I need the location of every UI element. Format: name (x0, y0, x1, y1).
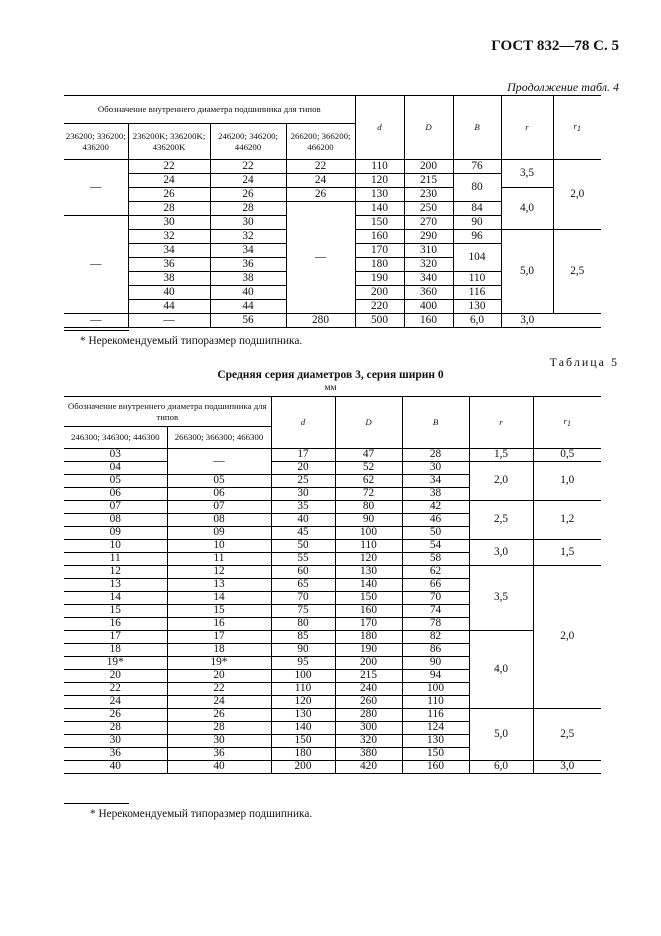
table-cell: 40 (128, 286, 210, 300)
table-cell: — (64, 160, 128, 216)
col-B: B (402, 397, 469, 449)
table-cell: 280 (335, 709, 402, 722)
table-cell: 400 (404, 300, 453, 314)
table-continuation-note: Продолжение табл. 4 (507, 80, 619, 94)
table-cell: 24 (286, 174, 355, 188)
table-cell: 17 (64, 631, 167, 644)
table-cell: 28 (64, 722, 167, 735)
table-cell: 09 (167, 527, 271, 540)
table-cell: 20 (167, 670, 271, 683)
table-cell: 3,0 (469, 540, 533, 566)
designation-header: Обозначение внутреннего диаметра подшипника для типов (64, 397, 271, 427)
table-cell: 56 (210, 314, 286, 328)
table-cell: 13 (167, 579, 271, 592)
table-cell: — (286, 202, 355, 314)
table-cell: 160 (355, 230, 404, 244)
table-cell: 0,5 (533, 449, 601, 462)
table-cell: 16 (64, 618, 167, 631)
table-cell: 03 (64, 449, 167, 462)
table-cell: 2,5 (469, 501, 533, 540)
col-r1: r1 (553, 96, 601, 160)
table-cell: 180 (271, 748, 335, 761)
table-cell: 34 (128, 244, 210, 258)
table-cell: 14 (64, 592, 167, 605)
table-cell: 5,0 (469, 709, 533, 761)
col-D: D (335, 397, 402, 449)
table-cell: 250 (404, 202, 453, 216)
table-cell: — (64, 216, 128, 314)
table-cell: 38 (128, 272, 210, 286)
table-cell: 28 (402, 449, 469, 462)
table-cell: 22 (286, 160, 355, 174)
type-group-1: 246300; 346300; 446300 (64, 427, 167, 449)
table-cell: 04 (64, 462, 167, 475)
table-cell: 80 (335, 501, 402, 514)
table-cell: 120 (355, 174, 404, 188)
table-cell: 190 (335, 644, 402, 657)
table-cell: 4,0 (469, 631, 533, 709)
table-cell: 17 (271, 449, 335, 462)
table-cell: 15 (64, 605, 167, 618)
type-group-4: 266200; 366200; 466200 (286, 124, 355, 160)
table-cell: 11 (167, 553, 271, 566)
table-cell: — (128, 314, 210, 328)
table-cell: 22 (64, 683, 167, 696)
table-cell: 26 (210, 188, 286, 202)
table-cell: 70 (271, 592, 335, 605)
table-cell: 110 (453, 272, 501, 286)
table-cell: 110 (271, 683, 335, 696)
table-cell: 215 (335, 670, 402, 683)
table-cell: 34 (210, 244, 286, 258)
table-cell: 380 (335, 748, 402, 761)
table-number: Таблица 5 (549, 355, 619, 369)
table-cell: 124 (402, 722, 469, 735)
footnote: * Нерекомендуемый типоразмер подшипника. (90, 808, 313, 820)
table-cell: 310 (404, 244, 453, 258)
table-cell: 150 (335, 592, 402, 605)
table-cell: 38 (210, 272, 286, 286)
table-cell: 6,0 (469, 761, 533, 774)
table-cell: 94 (402, 670, 469, 683)
table-cell: 07 (64, 501, 167, 514)
table-cell: 200 (335, 657, 402, 670)
table-cell: 80 (453, 174, 501, 202)
table-cell: 82 (402, 631, 469, 644)
table-cell: — (167, 449, 271, 475)
table-cell: 140 (271, 722, 335, 735)
table-cell: 230 (404, 188, 453, 202)
table-cell: 36 (167, 748, 271, 761)
table-cell: 30 (128, 216, 210, 230)
table-cell: 09 (64, 527, 167, 540)
table-cell: 30 (271, 488, 335, 501)
table-cell: 08 (167, 514, 271, 527)
table-cell: 4,0 (501, 188, 553, 230)
table-cell: 86 (402, 644, 469, 657)
table-unit: мм (324, 383, 337, 393)
designation-header: Обозначение внутреннего диаметра подшипника для типов (64, 96, 355, 124)
footnote: * Нерекомендуемый типоразмер подшипника. (80, 335, 303, 347)
col-r: r (501, 96, 553, 160)
table-cell: 80 (271, 618, 335, 631)
table-cell: 96 (453, 230, 501, 244)
table-cell: 200 (404, 160, 453, 174)
table-cell: 06 (167, 488, 271, 501)
table-cell: 10 (64, 540, 167, 553)
table-cell: 47 (335, 449, 402, 462)
table-cell: 120 (271, 696, 335, 709)
table-cell: 320 (404, 258, 453, 272)
table-cell: 100 (271, 670, 335, 683)
col-B: B (453, 96, 501, 160)
table-cell: 06 (64, 488, 167, 501)
table-cell: 16 (167, 618, 271, 631)
type-group-1: 236200; 336200; 436200 (64, 124, 128, 160)
table-cell: 170 (355, 244, 404, 258)
table-cell: 13 (64, 579, 167, 592)
table-cell: 22 (210, 160, 286, 174)
table-cell: 58 (402, 553, 469, 566)
table-cell: 84 (453, 202, 501, 216)
table-5 (64, 396, 601, 774)
table-cell: 130 (453, 300, 501, 314)
table-cell: 150 (355, 216, 404, 230)
table-cell: 45 (271, 527, 335, 540)
table-cell: 12 (64, 566, 167, 579)
type-group-2: 266300; 366300; 466300 (167, 427, 271, 449)
table-cell: 76 (453, 160, 501, 174)
table-cell: 50 (271, 540, 335, 553)
table-cell: 19* (64, 657, 167, 670)
table-cell: 36 (128, 258, 210, 272)
table-cell: 32 (128, 230, 210, 244)
table-cell: 320 (335, 735, 402, 748)
table-cell: 30 (402, 462, 469, 475)
table-cell: 15 (167, 605, 271, 618)
table-cell: 180 (355, 258, 404, 272)
table-cell: 24 (64, 696, 167, 709)
table-cell: 100 (335, 527, 402, 540)
table-cell: 35 (271, 501, 335, 514)
table-cell: 36 (64, 748, 167, 761)
table-cell: 36 (210, 258, 286, 272)
table-cell: 90 (271, 644, 335, 657)
table-cell: 2,5 (533, 709, 601, 761)
table-cell: 90 (453, 216, 501, 230)
table-cell: 44 (128, 300, 210, 314)
table-cell: 85 (271, 631, 335, 644)
table-cell: 30 (167, 735, 271, 748)
table-cell: 420 (335, 761, 402, 774)
table-cell: 05 (64, 475, 167, 488)
table-cell: 60 (271, 566, 335, 579)
table-cell: 160 (404, 314, 453, 328)
table-cell: 30 (64, 735, 167, 748)
table-cell: 260 (335, 696, 402, 709)
table-cell: 5,0 (501, 230, 553, 314)
table-cell: 90 (335, 514, 402, 527)
table-title: Средняя серия диаметров 3, серия ширин 0 (217, 369, 444, 381)
table-cell: 116 (453, 286, 501, 300)
table-cell: 130 (271, 709, 335, 722)
table-cell: 110 (355, 160, 404, 174)
col-d: d (271, 397, 335, 449)
table-cell: 26 (128, 188, 210, 202)
table-cell: 1,5 (533, 540, 601, 566)
table-cell: 170 (335, 618, 402, 631)
table-cell: — (64, 314, 128, 328)
table-cell: 78 (402, 618, 469, 631)
table-cell: 10 (167, 540, 271, 553)
table-cell: 200 (355, 286, 404, 300)
col-r: r (469, 397, 533, 449)
col-r1: r1 (533, 397, 601, 449)
table-cell: 215 (404, 174, 453, 188)
table-cell: 22 (128, 160, 210, 174)
table-cell: 2,5 (553, 230, 601, 314)
table-cell: 120 (335, 553, 402, 566)
table-cell: 110 (402, 696, 469, 709)
table-cell: 52 (335, 462, 402, 475)
table-cell: 40 (64, 761, 167, 774)
table-cell: 42 (402, 501, 469, 514)
table-cell: 1,0 (533, 462, 601, 501)
table-cell: 65 (271, 579, 335, 592)
table-cell: 160 (402, 761, 469, 774)
type-group-3: 246200; 346200; 446200 (210, 124, 286, 160)
table-cell: 24 (210, 174, 286, 188)
table-cell: 150 (402, 748, 469, 761)
table-cell: 24 (128, 174, 210, 188)
table-cell: 2,0 (469, 462, 533, 501)
table-cell: 300 (335, 722, 402, 735)
type-group-2: 236200K; 336200K; 436200K (128, 124, 210, 160)
footnote-rule (64, 330, 129, 331)
table-cell: 3,0 (501, 314, 553, 328)
table-cell: 100 (402, 683, 469, 696)
table-cell: 116 (402, 709, 469, 722)
table-cell: 3,0 (533, 761, 601, 774)
table-cell: 360 (404, 286, 453, 300)
footnote-rule (64, 803, 129, 804)
table-cell: 140 (355, 202, 404, 216)
table-cell: 1,5 (469, 449, 533, 462)
table-cell: 1,2 (533, 501, 601, 540)
table-cell: 280 (286, 314, 355, 328)
table-cell: 62 (402, 566, 469, 579)
table-cell: 180 (335, 631, 402, 644)
table-cell: 290 (404, 230, 453, 244)
table-cell: 50 (402, 527, 469, 540)
table-cell: 70 (402, 592, 469, 605)
table-4 (64, 95, 601, 328)
table-cell: 140 (335, 579, 402, 592)
table-cell: 75 (271, 605, 335, 618)
table-cell: 6,0 (453, 314, 501, 328)
table-cell: 14 (167, 592, 271, 605)
table-cell: 46 (402, 514, 469, 527)
page-header: ГОСТ 832—78 С. 5 (491, 38, 619, 54)
table-cell: 90 (402, 657, 469, 670)
table-cell: 74 (402, 605, 469, 618)
table-cell: 130 (335, 566, 402, 579)
table-cell: 38 (402, 488, 469, 501)
table-cell: 11 (64, 553, 167, 566)
table-cell: 19* (167, 657, 271, 670)
table-cell: 40 (167, 761, 271, 774)
table-cell: 12 (167, 566, 271, 579)
table-cell: 220 (355, 300, 404, 314)
table-cell: 18 (64, 644, 167, 657)
table-cell: 44 (210, 300, 286, 314)
table-cell: 3,5 (501, 160, 553, 188)
table-cell: 130 (355, 188, 404, 202)
table-cell: 54 (402, 540, 469, 553)
table-cell: 2,0 (553, 160, 601, 230)
table-cell: 2,0 (533, 566, 601, 709)
table-cell: 08 (64, 514, 167, 527)
table-cell: 130 (402, 735, 469, 748)
table-cell: 240 (335, 683, 402, 696)
table-cell: 28 (167, 722, 271, 735)
table-cell: 200 (271, 761, 335, 774)
table-cell: 110 (335, 540, 402, 553)
table-cell: 40 (210, 286, 286, 300)
table-cell: 95 (271, 657, 335, 670)
table-cell: 190 (355, 272, 404, 286)
table-cell: 07 (167, 501, 271, 514)
table-cell: 28 (210, 202, 286, 216)
table-cell: 66 (402, 579, 469, 592)
table-cell: 18 (167, 644, 271, 657)
table-cell: 30 (210, 216, 286, 230)
table-cell: 340 (404, 272, 453, 286)
table-cell: 22 (167, 683, 271, 696)
col-d: d (355, 96, 404, 160)
table-cell: 25 (271, 475, 335, 488)
table-cell: 55 (271, 553, 335, 566)
table-cell: 26 (64, 709, 167, 722)
table-cell: 40 (271, 514, 335, 527)
table-cell: 34 (402, 475, 469, 488)
table-cell: 17 (167, 631, 271, 644)
table-cell: 150 (271, 735, 335, 748)
table-cell: 05 (167, 475, 271, 488)
table-cell: 72 (335, 488, 402, 501)
table-cell: 20 (64, 670, 167, 683)
table-cell: 500 (355, 314, 404, 328)
table-cell: 104 (453, 244, 501, 272)
table-cell: 20 (271, 462, 335, 475)
table-cell: 24 (167, 696, 271, 709)
table-cell: 28 (128, 202, 210, 216)
table-cell: 3,5 (469, 566, 533, 631)
table-cell: 26 (286, 188, 355, 202)
table-cell: 62 (335, 475, 402, 488)
table-cell: 270 (404, 216, 453, 230)
table-cell: 160 (335, 605, 402, 618)
table-cell: 32 (210, 230, 286, 244)
table-cell: 26 (167, 709, 271, 722)
col-D: D (404, 96, 453, 160)
